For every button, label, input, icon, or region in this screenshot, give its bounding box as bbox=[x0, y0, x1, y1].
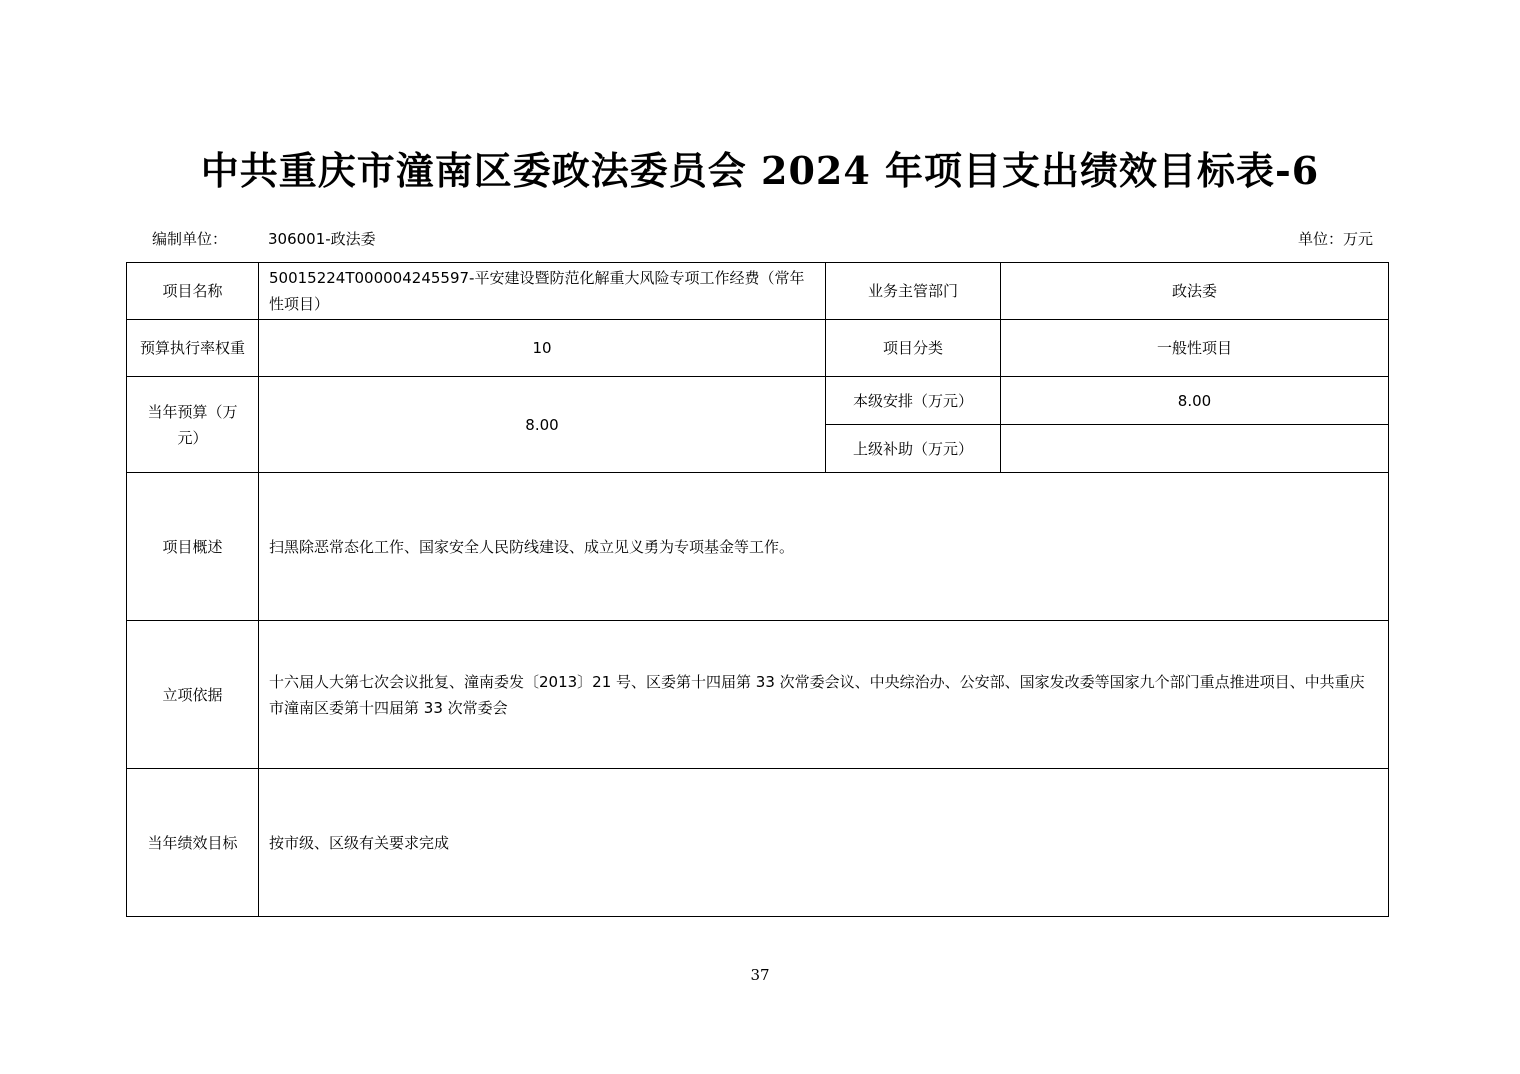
upper-subsidy-value bbox=[1001, 425, 1389, 473]
basis-label: 立项依据 bbox=[127, 621, 259, 769]
summary-label: 项目概述 bbox=[127, 473, 259, 621]
category-label: 项目分类 bbox=[826, 320, 1001, 377]
category-value: 一般性项目 bbox=[1001, 320, 1389, 377]
page-title: 中共重庆市潼南区委政法委员会 2024 年项目支出绩效目标表-6 bbox=[200, 148, 1320, 193]
goal-value: 按市级、区级有关要求完成 bbox=[259, 769, 1389, 917]
local-arrangement-label: 本级安排（万元） bbox=[826, 377, 1001, 425]
table-row bbox=[127, 769, 1389, 917]
page-number: 37 bbox=[750, 966, 770, 984]
compiling-unit-value: 306001-政法委 bbox=[268, 230, 376, 248]
dept-label: 业务主管部门 bbox=[826, 263, 1001, 320]
table-row bbox=[127, 621, 1389, 769]
upper-subsidy-label: 上级补助（万元） bbox=[826, 425, 1001, 473]
budget-label: 当年预算（万元） bbox=[127, 377, 259, 473]
project-name-label: 项目名称 bbox=[127, 263, 259, 320]
project-name-value: 50015224T000004245597-平安建设暨防范化解重大风险专项工作经费（常年性项目） bbox=[259, 263, 826, 320]
table-row bbox=[127, 377, 1389, 425]
table-row bbox=[127, 263, 1389, 320]
compiling-unit-label: 编制单位： bbox=[152, 230, 228, 248]
dept-value: 政法委 bbox=[1001, 263, 1389, 320]
table-row bbox=[127, 473, 1389, 621]
performance-target-table bbox=[126, 262, 1389, 917]
table-row bbox=[127, 320, 1389, 377]
budget-value: 8.00 bbox=[259, 377, 826, 473]
weight-value: 10 bbox=[259, 320, 826, 377]
local-arrangement-value: 8.00 bbox=[1001, 377, 1389, 425]
summary-value: 扫黑除恶常态化工作、国家安全人民防线建设、成立见义勇为专项基金等工作。 bbox=[259, 473, 1389, 621]
goal-label: 当年绩效目标 bbox=[127, 769, 259, 917]
currency-unit: 单位：万元 bbox=[1298, 230, 1374, 248]
weight-label: 预算执行率权重 bbox=[127, 320, 259, 377]
basis-value: 十六届人大第七次会议批复、潼南委发〔2013〕21 号、区委第十四届第 33 次常委会议、中央综治办、公安部、国家发改委等国家九个部门重点推进项目、中共重庆市潼南区委第十四届第 33 次常委会 bbox=[259, 621, 1389, 769]
